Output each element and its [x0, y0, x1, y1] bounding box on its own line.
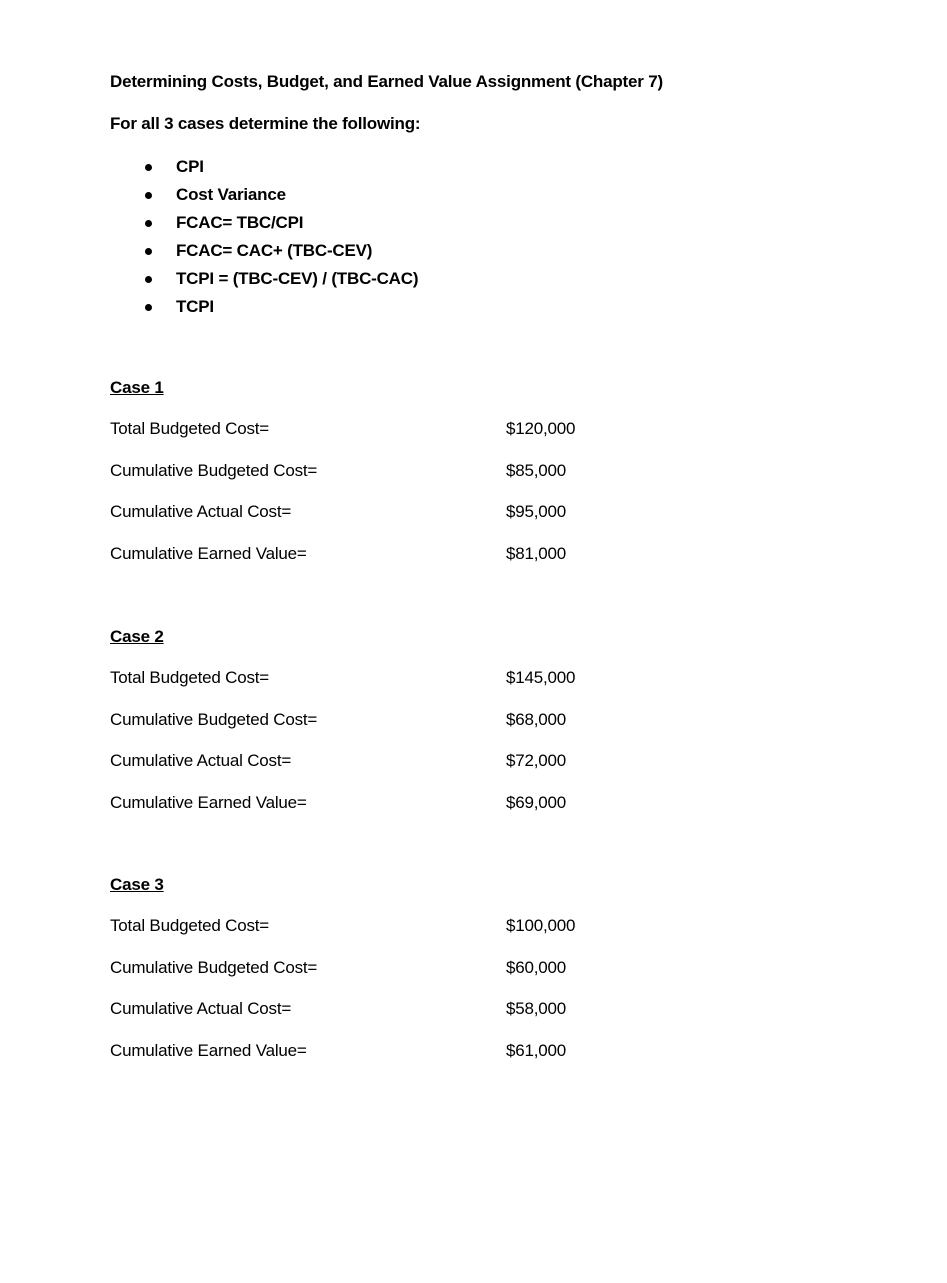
list-item-text: Cost Variance: [176, 185, 286, 204]
list-item-text: FCAC= CAC+ (TBC-CEV): [176, 241, 373, 260]
row-label: Cumulative Actual Cost=: [110, 502, 292, 521]
case-section: [110, 873, 670, 1080]
bullet-icon: [145, 276, 152, 283]
list-item: [140, 293, 418, 321]
row-value: $69,000: [506, 792, 567, 812]
bullet-icon: [145, 220, 152, 227]
bullet-icon: [145, 304, 152, 311]
list-item: [140, 153, 418, 181]
list-item: [140, 181, 418, 209]
case-row: [110, 417, 670, 459]
row-value: $60,000: [506, 957, 567, 977]
row-label: Total Budgeted Cost=: [110, 668, 270, 687]
row-value: $145,000: [506, 668, 576, 687]
list-item-text: FCAC= TBC/CPI: [176, 213, 304, 232]
case-row: [110, 459, 670, 501]
row-label: Cumulative Actual Cost=: [110, 751, 292, 770]
list-item-text: TCPI: [176, 297, 214, 316]
list-item: [140, 265, 418, 293]
case-row: [110, 956, 670, 998]
row-label: Cumulative Earned Value=: [110, 1040, 307, 1060]
case-title: Case 1: [110, 378, 164, 397]
row-value: $72,000: [506, 751, 567, 770]
case-title: Case 2: [110, 627, 164, 646]
case-row: [110, 542, 670, 584]
row-value: $85,000: [506, 460, 567, 480]
row-label: Cumulative Earned Value=: [110, 543, 307, 563]
case-row: [110, 500, 670, 542]
instructions-heading: For all 3 cases determine the following:: [110, 114, 421, 133]
case-row: [110, 666, 670, 708]
case-section: [110, 625, 670, 832]
document-title: Determining Costs, Budget, and Earned Value Assignment (Chapter 7): [110, 72, 663, 91]
case-row: [110, 749, 670, 791]
row-value: $81,000: [506, 543, 567, 563]
row-label: Cumulative Earned Value=: [110, 792, 307, 812]
list-item: [140, 237, 418, 265]
list-item: [140, 209, 418, 237]
case-row: [110, 708, 670, 750]
case-title: Case 3: [110, 875, 164, 894]
row-value: $100,000: [506, 916, 576, 935]
row-value: $68,000: [506, 709, 567, 729]
requirements-list: [140, 153, 418, 321]
list-item-text: CPI: [176, 157, 204, 176]
row-value: $61,000: [506, 1040, 567, 1060]
case-section: [110, 376, 670, 583]
row-value: $95,000: [506, 502, 567, 521]
case-row: [110, 791, 670, 833]
bullet-icon: [145, 248, 152, 255]
list-item-text: TCPI = (TBC-CEV) / (TBC-CAC): [176, 269, 419, 288]
bullet-icon: [145, 192, 152, 199]
row-label: Cumulative Budgeted Cost=: [110, 460, 318, 480]
case-row: [110, 1039, 670, 1081]
row-label: Cumulative Actual Cost=: [110, 999, 292, 1018]
row-label: Cumulative Budgeted Cost=: [110, 709, 318, 729]
row-value: $58,000: [506, 999, 567, 1018]
row-label: Total Budgeted Cost=: [110, 916, 270, 935]
case-row: [110, 914, 670, 956]
row-label: Cumulative Budgeted Cost=: [110, 957, 318, 977]
row-value: $120,000: [506, 419, 576, 438]
case-row: [110, 997, 670, 1039]
row-label: Total Budgeted Cost=: [110, 419, 270, 438]
bullet-icon: [145, 164, 152, 171]
